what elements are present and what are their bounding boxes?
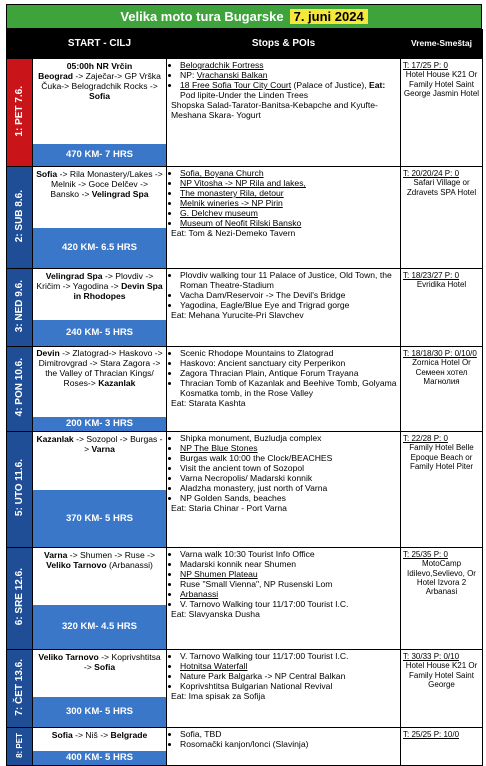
eat-note: Eat: Mehana Yurucite-Pri Slavchev xyxy=(171,309,304,320)
day-label: 8: PET xyxy=(7,728,33,766)
stop-item: • Zagora Thracian Plain, Antique Forum Trayana xyxy=(180,369,397,379)
day-label: 5: UTO 11.6. xyxy=(7,432,33,548)
stop-item: • Madarski konnik near Shumen xyxy=(180,560,397,570)
route-cell xyxy=(33,650,167,728)
stop-item: • Visit the ancient town of Sozopol xyxy=(180,464,397,474)
day-row xyxy=(7,167,483,269)
km-badge: 370 KM- 5 HRS xyxy=(33,490,166,547)
day-row xyxy=(7,650,483,728)
route-cell xyxy=(33,59,167,167)
route-text: Sofia -> Rila Monastery/Lakes -> Melnik -> Goce Delčev -> Bansko -> Velingrad Spa xyxy=(36,169,163,199)
hotel-cell xyxy=(401,432,483,548)
hotel-name: MotoCamp Idilevo,Sevlievo, Or Hotel Izvora 2 Arbanasi xyxy=(407,559,476,597)
time-info: T: 22/28 P: 0 xyxy=(403,434,448,443)
time-info: T: 18/23/27 P: 0 xyxy=(403,271,460,280)
eat-note: Eat: Ima spisak za Sofija xyxy=(171,690,266,701)
title-bar xyxy=(6,4,482,29)
day-row xyxy=(7,269,483,347)
km-badge: 320 KM- 4.5 HRS xyxy=(33,605,166,649)
eat-note: Shopska Salad-Tarator-Banitsa-Kebapche and Kyufte-Meshana Skara- Yogurt xyxy=(171,99,378,120)
day-label: 6: SRE 12.6. xyxy=(7,548,33,650)
time-info: T: 20/20/24 P: 0 xyxy=(403,169,460,178)
stop-item: • Sofia, TBD xyxy=(180,730,397,740)
hotel-cell xyxy=(401,650,483,728)
stop-item: • Plovdiv walking tour 11 Palace of Justice, Old Town, the Roman Theatre-Stadium xyxy=(180,271,397,291)
day-row xyxy=(7,347,483,432)
stop-item: • V. Tarnovo Walking tour 11/17:00 Tourist I.C. xyxy=(180,652,397,662)
km-badge: 470 KM- 7 HRS xyxy=(33,144,166,166)
stop-item: • Ruse "Small Vienna", NP Rusenski Lom xyxy=(180,580,397,590)
stops-cell xyxy=(167,347,401,432)
hotel-cell xyxy=(401,167,483,269)
route-text: Varna -> Shumen -> Ruse -> Veliko Tarnovo (Arbanassi) xyxy=(43,550,156,570)
time-info: T: 17/25 P: 0 xyxy=(403,61,448,70)
route-text: Kazanlak -> Sozopol -> Burgas -> Varna xyxy=(36,434,163,454)
stops-cell xyxy=(167,650,401,728)
hotel-name: Zornica Hotel Or Семеен хотел Магнолия xyxy=(412,358,471,386)
route-cell xyxy=(33,548,167,650)
day-row xyxy=(7,728,483,766)
itinerary-table xyxy=(6,29,483,766)
stop-item: • The monastery Rila, detour xyxy=(180,189,397,199)
header-stops: Stops & POIs xyxy=(167,30,401,59)
route-cell xyxy=(33,432,167,548)
eat-note: Eat: Starata Kashta xyxy=(171,397,246,408)
route-text: Veliko Tarnovo -> Koprivshtitsa -> Sofia xyxy=(38,652,161,672)
header-time: Vreme-Smeštaj xyxy=(401,30,483,59)
route-cell xyxy=(33,167,167,269)
stop-item: • Museum of Neofit Rilski Bansko xyxy=(180,219,397,229)
eat-note: Eat: Staria Chinar - Port Varna xyxy=(171,502,287,513)
stop-item: • NP: Vrachanski Balkan xyxy=(180,71,397,81)
stop-item: • Belogradchik Fortress xyxy=(180,61,397,71)
hotel-cell xyxy=(401,347,483,432)
itinerary xyxy=(6,4,482,766)
day-row xyxy=(7,548,483,650)
stop-item: • Varna Necropolis/ Madarski konnik xyxy=(180,474,397,484)
stops-cell xyxy=(167,269,401,347)
time-info: T: 18/18/30 P: 0/10/0 xyxy=(403,349,477,358)
stops-cell xyxy=(167,59,401,167)
time-info: T: 25/35 P: 0 xyxy=(403,550,448,559)
header-start: START - CILJ xyxy=(33,30,167,59)
stop-item: • NP The Blue Stones xyxy=(180,444,397,454)
stops-cell xyxy=(167,167,401,269)
stop-item: • Koprivshtitsa Bulgarian National Revival xyxy=(180,682,397,692)
day-row xyxy=(7,432,483,548)
hotel-name: Hotel House K21 Or Family Hotel Saint George xyxy=(405,661,478,689)
stop-item: • NP Vitosha -> NP Rila and lakes, xyxy=(180,179,397,189)
hotel-cell xyxy=(401,728,483,766)
eat-note: Eat: Slavyanska Dusha xyxy=(171,608,260,619)
km-badge: 240 KM- 5 HRS xyxy=(33,320,166,346)
route-text: Devin -> Zlatograd-> Haskovo -> Dimitrovgrad -> Stara Zagora -> the Valley of Thracian Kings/ Roses-> Kazanlak xyxy=(36,348,163,388)
stop-item: • Vacha Dam/Reservoir -> The Devil's Bridge xyxy=(180,291,397,301)
page-title: Velika moto tura Bugarske xyxy=(120,9,284,24)
stop-item: • Nature Park Balgarka -> NP Central Balkan xyxy=(180,672,397,682)
day-row xyxy=(7,59,483,167)
stop-item: • Shipka monument, Buzludja complex xyxy=(180,434,397,444)
hotel-name: Safari Village or Zdravets SPA Hotel xyxy=(406,178,477,197)
km-badge: 300 KM- 5 HRS xyxy=(33,697,166,727)
km-badge: 420 KM- 6.5 HRS xyxy=(33,228,166,268)
route-cell xyxy=(33,347,167,432)
stop-item: • Haskovo: Ancient sanctuary city Perperikon xyxy=(180,359,397,369)
stop-item: • Varna walk 10:30 Tourist Info Office xyxy=(180,550,397,560)
km-badge: 200 KM- 3 HRS xyxy=(33,417,166,431)
stop-item: • Arbanassi xyxy=(180,590,397,600)
stop-item: • 18 Free Sofia Tour City Court (Palace of Justice), Eat: Pod lipite-Under the Linden Trees xyxy=(180,81,397,101)
stop-item: • Hotnitsa Waterfall xyxy=(180,662,397,672)
stop-item: • Rosomački kanjon/lonci (Slavinja) xyxy=(180,740,397,750)
stops-cell xyxy=(167,548,401,650)
stop-item: • Melnik wineries -> NP Pirin xyxy=(180,199,397,209)
hotel-name: Evridika Hotel xyxy=(416,280,467,290)
km-badge: 400 KM- 5 HRS xyxy=(33,751,166,765)
header-row xyxy=(7,30,483,59)
stop-item: • Burgas walk 10:00 the Clock/BEACHES xyxy=(180,454,397,464)
route-text: Beograd -> Zaječar-> GP Vrška Čuka-> Belogradchik Rocks -> Sofia xyxy=(38,70,161,101)
stops-cell xyxy=(167,432,401,548)
stop-item: • Aladzha monastery, just north of Varna xyxy=(180,484,397,494)
stop-item: • V. Tarnovo Walking tour 11/17:00 Tourist I.C. xyxy=(180,600,397,610)
hotel-name: Family Hotel Belle Epoque Beach or Family Hotel Piter xyxy=(409,443,474,471)
day-label: 3: NED 9.6. xyxy=(7,269,33,347)
eat-note: Eat: Tom & Nezi-Demeko Tavern xyxy=(171,227,296,238)
day-label: 1: PET 7.6. xyxy=(7,59,33,167)
stops-cell xyxy=(167,728,401,766)
route-cell xyxy=(33,269,167,347)
route-text: Velingrad Spa -> Plovdiv -> Kričim -> Yagodina -> Devin Spa in Rhodopes xyxy=(36,271,163,301)
hotel-cell xyxy=(401,269,483,347)
hotel-cell xyxy=(401,548,483,650)
stop-item: • NP Shumen Plateau xyxy=(180,570,397,580)
stop-item: • Thracian Tomb of Kazanlak and Beehive Tomb, Golyama Kosmatka tomb, in the Rose Valley xyxy=(180,379,397,399)
stop-item: • Scenic Rhodope Mountains to Zlatograd xyxy=(180,349,397,359)
stop-item: • Yagodina, Eagle/Blue Eye and Trigrad gorge xyxy=(180,301,397,311)
hotel-cell xyxy=(401,59,483,167)
time-info: T: 30/33 P: 0/10 xyxy=(403,652,460,661)
day-label: 7: ČET 13.6. xyxy=(7,650,33,728)
stop-item: • Sofia, Boyana Church xyxy=(180,169,397,179)
route-start: 05:00h NR Vrčin xyxy=(66,61,133,71)
stop-item: • NP Golden Sands, beaches xyxy=(180,494,397,504)
header-day xyxy=(7,30,33,59)
route-text: Sofia -> Niš -> Belgrade xyxy=(51,730,148,740)
day-label: 2: SUB 8.6. xyxy=(7,167,33,269)
trip-date: 7. juni 2024 xyxy=(290,9,368,24)
stop-item: • G. Delchev museum xyxy=(180,209,397,219)
time-info: T: 25/25 P: 10/0 xyxy=(403,730,460,739)
day-label: 4: PON 10.6. xyxy=(7,347,33,432)
hotel-name: Hotel House K21 Or Family Hotel Saint George Jasmin Hotel xyxy=(403,70,480,98)
route-cell xyxy=(33,728,167,766)
